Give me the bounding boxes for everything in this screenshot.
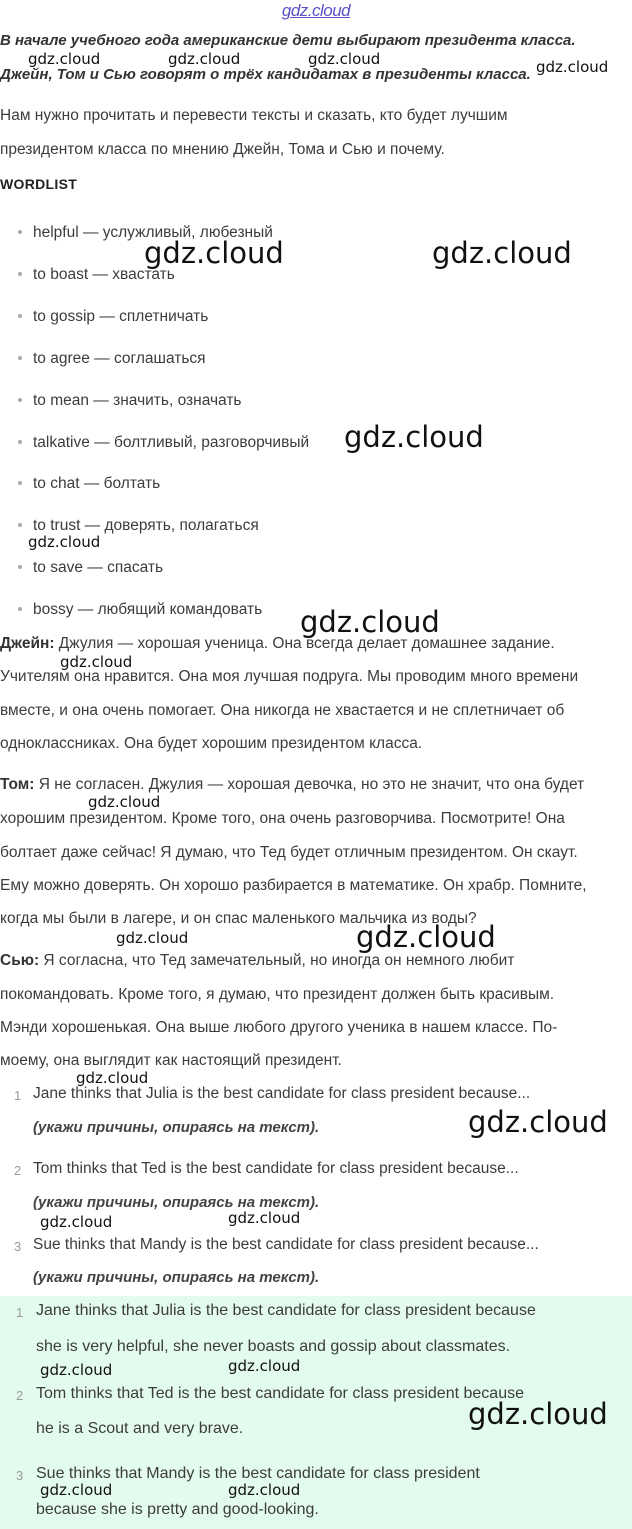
wordlist-item <box>18 559 163 577</box>
wordlist-item <box>18 308 208 326</box>
bullet-icon <box>18 607 22 611</box>
watermark: gdz.cloud <box>228 1209 301 1227</box>
jane-line-1 <box>0 635 555 653</box>
wordlist-item-text: to chat — болтать <box>33 475 161 492</box>
jane-line-3: вместе, и она очень помогает. Она никогда не хвастается и не сплетничает об <box>0 702 565 719</box>
wordlist-item <box>18 601 262 619</box>
task-line-2: президентом класса по мнению Джейн, Тома и Сью и почему. <box>0 141 445 158</box>
question-text: Sue thinks that Mandy is the best candidate for class president because... <box>33 1236 539 1253</box>
wordlist-item-text: to boast — хвастать <box>33 266 175 283</box>
wordlist-item-text: to agree — соглашаться <box>33 350 206 367</box>
bullet-icon <box>18 398 22 402</box>
site-logo[interactable]: gdz.cloud <box>281 1 351 20</box>
watermark: gdz.cloud <box>468 1105 608 1139</box>
question-hint: (укажи причины, опираясь на текст). <box>33 1119 320 1136</box>
tom-line-5: когда мы были в лагере, и он спас маленького мальчика из воды? <box>0 910 477 927</box>
watermark: gdz.cloud <box>28 533 101 551</box>
wordlist-item <box>18 350 206 368</box>
watermark: gdz.cloud <box>28 50 101 68</box>
watermark: gdz.cloud <box>40 1213 113 1231</box>
watermark: gdz.cloud <box>228 1481 301 1499</box>
bullet-icon <box>18 356 22 360</box>
question-number: 2 <box>14 1163 22 1178</box>
bullet-icon <box>18 272 22 276</box>
wordlist-item-text: to mean — значить, означать <box>33 392 242 409</box>
tom-text: Я не согласен. Джулия — хорошая девочка, но это не значит, что она будет <box>34 776 585 793</box>
jane-line-2: Учителям она нравится. Она моя лучшая подруга. Мы проводим много времени <box>0 668 579 685</box>
wordlist-item-text: to gossip — сплетничать <box>33 308 209 325</box>
question-text: Tom thinks that Ted is the best candidate for class president because... <box>33 1160 519 1177</box>
watermark: gdz.cloud <box>308 50 381 68</box>
sue-line-1 <box>0 952 514 970</box>
watermark: gdz.cloud <box>300 605 440 639</box>
question-hint: (укажи причины, опираясь на текст). <box>33 1194 320 1211</box>
wordlist-item-text: helpful — услужливый, любезный <box>33 224 273 241</box>
watermark: gdz.cloud <box>356 920 496 954</box>
question-text: Jane thinks that Julia is the best candidate for class president because... <box>33 1085 531 1102</box>
watermark: gdz.cloud <box>432 236 572 270</box>
sue-line-3: Мэнди хорошенькая. Она выше любого другого ученика в нашем классе. По- <box>0 1019 558 1036</box>
jane-line-4: одноклассниках. Она будет хорошим президентом класса. <box>0 735 423 752</box>
question-hint: (укажи причины, опираясь на текст). <box>33 1269 320 1286</box>
watermark: gdz.cloud <box>536 58 609 76</box>
sue-text: Я согласна, что Тед замечательный, но иногда он немного любит <box>39 952 515 969</box>
watermark: gdz.cloud <box>168 50 241 68</box>
bullet-icon <box>18 230 22 234</box>
tom-line-3: болтает даже сейчас! Я думаю, что Тед будет отличным президентом. Он скаут. <box>0 844 578 861</box>
watermark: gdz.cloud <box>76 1069 149 1087</box>
answer-number: 1 <box>16 1305 24 1320</box>
answer-number: 3 <box>16 1468 24 1483</box>
answer-line: Tom thinks that Ted is the best candidate for class president because <box>36 1385 524 1402</box>
answer-number: 2 <box>16 1388 24 1403</box>
speaker-jane: Джейн: <box>0 635 55 652</box>
intro-line-1: В начале учебного года американские дети выбирают президента класса. <box>0 32 576 49</box>
watermark: gdz.cloud <box>60 653 133 671</box>
answer-line: he is a Scout and very brave. <box>36 1420 244 1437</box>
watermark: gdz.cloud <box>88 793 161 811</box>
wordlist-item <box>18 392 242 410</box>
bullet-icon <box>18 481 22 485</box>
bullet-icon <box>18 565 22 569</box>
question-number: 3 <box>14 1239 22 1254</box>
bullet-icon <box>18 314 22 318</box>
watermark: gdz.cloud <box>40 1361 113 1379</box>
watermark: gdz.cloud <box>144 236 284 270</box>
intro-line-2: Джейн, Том и Сью говорят о трёх кандидатах в президенты класса. <box>0 66 531 83</box>
bullet-icon <box>18 440 22 444</box>
watermark: gdz.cloud <box>116 929 189 947</box>
answer-line: she is very helpful, she never boasts and gossip about classmates. <box>36 1338 511 1355</box>
watermark: gdz.cloud <box>40 1481 113 1499</box>
wordlist-item-text: talkative — болтливый, разговорчивый <box>33 434 310 451</box>
speaker-tom: Том: <box>0 776 35 793</box>
answer-line: because she is pretty and good-looking. <box>36 1501 319 1518</box>
sue-line-2: покомандовать. Кроме того, я думаю, что президент должен быть красивым. <box>0 986 555 1003</box>
tom-line-2: хорошим президентом. Кроме того, она очень разговорчива. Посмотрите! Она <box>0 810 565 827</box>
bullet-icon <box>18 523 22 527</box>
speaker-sue: Сью: <box>0 952 40 969</box>
wordlist-item-text: bossy — любящий командовать <box>33 601 263 618</box>
tom-line-4: Ему можно доверять. Он хорошо разбирается в математике. Он храбр. Помните, <box>0 877 587 894</box>
watermark: gdz.cloud <box>228 1357 301 1375</box>
task-line-1: Нам нужно прочитать и перевести тексты и сказать, кто будет лучшим <box>0 107 508 124</box>
jane-text: Джулия — хорошая ученица. Она всегда делает домашнее задание. <box>54 635 555 652</box>
wordlist-item-text: to trust — доверять, полагаться <box>33 517 259 534</box>
wordlist-item <box>18 475 160 493</box>
answer-line: Jane thinks that Julia is the best candidate for class president because <box>36 1302 536 1319</box>
question-number: 1 <box>14 1088 22 1103</box>
sue-line-4: моему, она выглядит как настоящий президент. <box>0 1052 342 1069</box>
watermark: gdz.cloud <box>344 420 484 454</box>
tom-line-1 <box>0 776 584 794</box>
wordlist-item-text: to save — спасать <box>33 559 164 576</box>
wordlist-item <box>18 434 309 452</box>
wordlist-heading: WORDLIST <box>0 176 78 192</box>
answer-line: Sue thinks that Mandy is the best candidate for class president <box>36 1465 480 1482</box>
watermark: gdz.cloud <box>468 1397 608 1431</box>
